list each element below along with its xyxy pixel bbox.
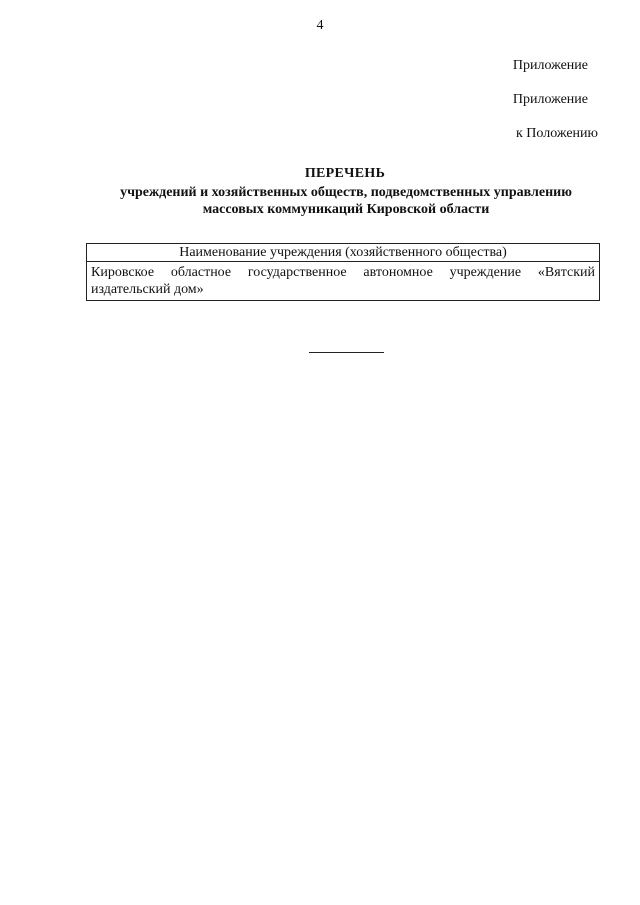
appendix-reference: к Положению bbox=[515, 126, 598, 141]
end-divider bbox=[309, 352, 384, 353]
page-number: 4 bbox=[316, 18, 324, 33]
organizations-table bbox=[86, 243, 600, 301]
appendix-label-repeat: Приложение bbox=[512, 92, 588, 107]
table-cell-organization: Кировское областное государственное автономное учреждение «Вятский издательский дом» bbox=[87, 262, 600, 301]
document-title: ПЕРЕЧЕНЬ bbox=[304, 166, 386, 181]
table-row bbox=[87, 262, 600, 301]
appendix-label: Приложение bbox=[512, 58, 588, 73]
document-subtitle: учреждений и хозяйственных обществ, подведомственных управлению массовых коммуникаций Кировской области bbox=[120, 185, 572, 217]
table-header-row bbox=[87, 244, 600, 262]
column-header-name: Наименование учреждения (хозяйственного общества) bbox=[87, 244, 600, 262]
